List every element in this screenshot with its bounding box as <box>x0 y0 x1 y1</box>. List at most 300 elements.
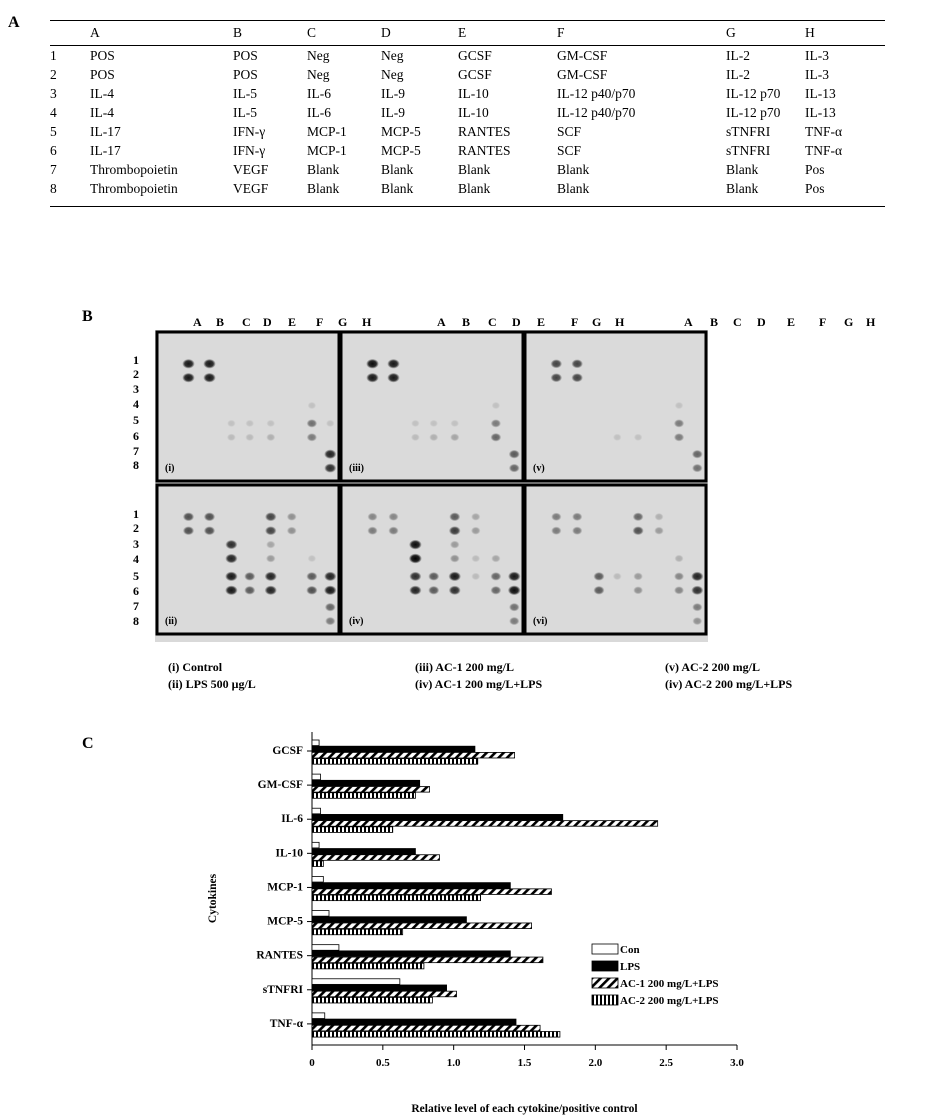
blot-spot <box>182 359 195 369</box>
blot-spot <box>551 513 561 521</box>
blot-column-label: G <box>844 315 854 329</box>
row-number-cell: 6 <box>50 142 57 158</box>
bar <box>312 774 321 780</box>
table-cell: IL-5 <box>233 85 257 101</box>
category-label: GCSF <box>272 745 303 757</box>
bar <box>312 1025 540 1031</box>
blot-spot <box>471 513 480 521</box>
table-cell: GCSF <box>458 66 492 82</box>
blot-column-label: C <box>733 315 742 329</box>
blot-spot <box>306 586 317 595</box>
bar <box>312 787 430 793</box>
blot-row-label: 1 <box>133 353 139 367</box>
bar <box>312 991 457 997</box>
blot-legend-item: (i) Control <box>168 660 223 674</box>
blot-spot <box>691 586 703 595</box>
category-label: sTNFRI <box>262 983 303 996</box>
column-header: H <box>805 25 815 40</box>
table-cell: TNF-α <box>805 142 843 158</box>
bar <box>312 849 415 855</box>
table-cell: Thrombopoietin <box>90 161 178 177</box>
bar <box>312 780 420 786</box>
blot-column-label: E <box>288 315 297 329</box>
table-cell: RANTES <box>458 142 511 158</box>
table-cell: IL-2 <box>726 66 750 82</box>
table-cell: Pos <box>805 161 825 177</box>
blot-row-label: 8 <box>133 458 139 472</box>
x-tick-label: 2.0 <box>588 1057 603 1069</box>
blot-spot <box>634 434 643 441</box>
table-cell: Neg <box>381 66 404 82</box>
blot-spot <box>387 359 400 369</box>
blot-spot <box>244 586 255 595</box>
bar <box>312 1013 325 1019</box>
table-cell: sTNFRI <box>726 142 771 158</box>
blot-panel-label: (i) <box>165 463 175 474</box>
bar <box>312 911 329 917</box>
bar <box>312 889 551 895</box>
blot-spot <box>324 585 337 595</box>
table-cell: Blank <box>726 161 759 177</box>
bar <box>312 814 563 820</box>
table-cell: IL-12 p70 <box>726 85 781 101</box>
table-cell: Neg <box>307 66 330 82</box>
blot-spot <box>571 373 583 382</box>
legend-label: LPS <box>620 961 641 973</box>
bar <box>312 963 424 969</box>
table-cell: IFN-γ <box>233 142 266 158</box>
table-row <box>50 179 885 204</box>
blot-column-label: B <box>710 315 719 329</box>
row-number-cell: 4 <box>50 104 57 120</box>
blot-spot <box>450 433 459 441</box>
blot-spot <box>227 420 236 427</box>
blot-column-label: A <box>437 315 446 329</box>
table-cell: Blank <box>458 180 491 196</box>
category-label: IL-6 <box>281 813 303 826</box>
table-cell: Neg <box>307 47 330 63</box>
table-cell: sTNFRI <box>726 123 771 139</box>
table-row <box>50 160 885 179</box>
bar <box>312 957 543 963</box>
bar <box>312 759 478 765</box>
blot-spot <box>325 603 336 612</box>
blot-legend-item: (iv) AC-1 200 mg/L+LPS <box>415 677 543 691</box>
column-header: G <box>726 25 736 40</box>
blot-spot <box>225 554 237 564</box>
blot-spot <box>675 555 684 563</box>
blot-spot <box>429 433 438 441</box>
blot-membrane <box>525 485 706 634</box>
table-row <box>50 103 885 122</box>
blot-spot <box>471 555 480 562</box>
blot-spot <box>633 586 643 594</box>
blot-spot <box>411 434 420 441</box>
blot-membrane <box>341 332 523 481</box>
table-cell: IL-17 <box>90 142 121 158</box>
blot-row-label: 7 <box>133 444 139 458</box>
category-label: RANTES <box>256 949 303 962</box>
blot-spot <box>266 555 276 563</box>
blot-spot <box>674 572 684 580</box>
blot-row-label: 3 <box>133 382 139 396</box>
blot-panel-label: (iv) <box>349 616 364 627</box>
blot-spot <box>388 527 398 535</box>
table-cell: IL-5 <box>233 104 257 120</box>
blot-spot <box>265 572 277 582</box>
blot-spot <box>449 526 461 535</box>
blot-spot <box>471 527 481 535</box>
blot-spot <box>366 373 379 383</box>
table-cell: IL-9 <box>381 85 405 101</box>
category-label: IL-10 <box>275 847 303 860</box>
blot-spot <box>692 617 702 625</box>
blot-spot <box>491 555 500 563</box>
category-label: MCP-5 <box>267 915 303 928</box>
table-header-row <box>50 21 885 46</box>
blot-column-label: H <box>362 315 372 329</box>
bar <box>312 808 321 814</box>
blot-spot <box>674 586 684 594</box>
table-cell: IL-4 <box>90 85 114 101</box>
legend-swatch <box>592 978 618 988</box>
bar <box>312 752 515 758</box>
table-cell: IL-17 <box>90 123 121 139</box>
blot-spot <box>409 540 422 550</box>
blot-spot <box>411 420 419 427</box>
blot-panel-label: (v) <box>533 463 545 474</box>
blot-row-label: 5 <box>133 413 139 427</box>
legend-swatch <box>592 961 618 971</box>
blot-spot <box>183 526 194 535</box>
blot-spot <box>203 359 216 369</box>
table-cell: Neg <box>381 47 404 63</box>
blot-column-label: B <box>216 315 225 329</box>
blot-membrane <box>157 332 339 481</box>
blot-spot <box>551 373 563 382</box>
blot-column-label: D <box>757 315 766 329</box>
table-cell: RANTES <box>458 123 511 139</box>
table-cell: POS <box>233 47 258 63</box>
x-axis-title: Relative level of each cytokine/positive control <box>411 1103 638 1115</box>
blot-spot <box>675 402 684 409</box>
column-header: B <box>233 25 243 40</box>
table-cell: IL-10 <box>458 104 489 120</box>
bar <box>312 945 339 951</box>
bar <box>312 842 319 848</box>
blot-spot <box>324 449 336 459</box>
blot-panel-label: (vi) <box>533 616 548 627</box>
table-cell: GCSF <box>458 47 492 63</box>
x-tick-label: 3.0 <box>730 1057 744 1069</box>
blot-spot <box>183 512 194 521</box>
blot-column-label: F <box>819 315 827 329</box>
blot-spot <box>449 586 461 595</box>
blot-column-label: D <box>512 315 521 329</box>
row-number-cell: 1 <box>50 47 57 63</box>
blot-spot <box>204 526 215 535</box>
table-cell: IL-12 p40/p70 <box>557 104 636 120</box>
category-label: MCP-1 <box>267 881 303 894</box>
x-tick-label: 0.5 <box>375 1057 390 1069</box>
blot-column-label: F <box>316 315 324 329</box>
table-cell: IL-9 <box>381 104 405 120</box>
blot-spot <box>367 527 377 535</box>
blot-spot <box>366 359 379 369</box>
table-cell: POS <box>233 66 258 82</box>
blot-spot <box>654 527 664 535</box>
blot-legend-item: (v) AC-2 200 mg/L <box>665 660 760 674</box>
blot-spot <box>308 402 317 409</box>
blot-spot <box>387 373 400 383</box>
table-cell: IL-2 <box>726 47 750 63</box>
blot-spot <box>326 420 335 427</box>
blot-legend-item: (ii) LPS 500 μg/L <box>168 677 256 691</box>
table-cell: Blank <box>307 161 340 177</box>
table-cell: Pos <box>805 180 825 196</box>
table-cell: Blank <box>557 161 590 177</box>
bar <box>312 895 481 901</box>
x-tick-label: 2.5 <box>659 1057 674 1069</box>
row-number-cell: 5 <box>50 123 57 139</box>
table-cell: IL-6 <box>307 85 331 101</box>
blot-spot <box>409 586 421 596</box>
blot-spot <box>307 419 318 428</box>
blot-spot <box>428 586 439 595</box>
blot-column-label: H <box>866 315 876 329</box>
blot-spot <box>246 420 255 427</box>
blot-spot <box>692 603 702 611</box>
table-cell: IL-13 <box>805 104 836 120</box>
blot-spot <box>325 617 335 625</box>
blot-spot <box>572 513 582 521</box>
table-cell: Blank <box>381 180 414 196</box>
blot-spot <box>389 513 399 521</box>
table-cell: SCF <box>557 142 582 158</box>
blot-spot <box>225 585 238 595</box>
blot-spot <box>509 450 520 459</box>
blot-spot <box>593 586 604 595</box>
bar <box>312 979 400 985</box>
blot-spot <box>428 572 439 581</box>
table-cell: POS <box>90 66 115 82</box>
table-cell: IL-3 <box>805 47 829 63</box>
blot-spot <box>551 527 561 535</box>
blot-row-label: 6 <box>133 584 139 598</box>
bar <box>312 985 447 991</box>
table-cell: Blank <box>307 180 340 196</box>
blot-column-label: H <box>615 315 625 329</box>
row-number-cell: 8 <box>50 180 57 196</box>
blot-spot <box>633 572 643 580</box>
row-number-cell: 3 <box>50 85 57 101</box>
blot-spot <box>508 572 521 582</box>
blot-spot <box>491 586 502 595</box>
blot-row-label: 7 <box>133 599 139 613</box>
table-bottom-rule <box>50 206 885 207</box>
blot-row-label: 1 <box>133 507 139 521</box>
table-row <box>50 46 885 66</box>
blot-membrane <box>525 332 706 481</box>
table-cell: VEGF <box>233 161 269 177</box>
blot-panel-label: (iii) <box>349 463 364 474</box>
table-cell: MCP-5 <box>381 142 421 158</box>
row-number-cell: 2 <box>50 66 57 82</box>
blot-spot <box>287 527 297 535</box>
table-cell: Blank <box>381 161 414 177</box>
blot-column-label: G <box>592 315 602 329</box>
blot-spot <box>225 572 238 582</box>
bar <box>312 917 466 923</box>
legend-label: Con <box>620 944 640 956</box>
blot-spot <box>593 572 604 581</box>
blot-spot <box>571 359 583 368</box>
blot-row-label: 2 <box>133 367 139 381</box>
blot-spot <box>692 464 703 473</box>
legend-label: AC-1 200 mg/L+LPS <box>620 978 719 990</box>
blot-spot <box>204 512 215 521</box>
x-tick-label: 1.0 <box>446 1057 461 1069</box>
blot-spot <box>450 554 460 562</box>
blot-membranes <box>155 330 708 642</box>
blot-spot <box>491 433 502 442</box>
x-tick-label: 1.5 <box>517 1057 532 1069</box>
blot-legend-item: (iii) AC-1 200 mg/L <box>415 660 514 674</box>
blot-column-label: A <box>684 315 693 329</box>
blot-column-label: E <box>787 315 796 329</box>
table-cell: POS <box>90 47 115 63</box>
table-cell: MCP-1 <box>307 123 347 139</box>
blot-row-label: 3 <box>133 537 139 551</box>
bar <box>312 951 510 957</box>
blot-spot <box>572 527 582 535</box>
blot-spot <box>509 464 520 473</box>
bar <box>312 793 415 799</box>
blot-row-label: 5 <box>133 569 139 583</box>
table-cell: VEGF <box>233 180 269 196</box>
bar <box>312 1031 560 1037</box>
blot-spot <box>471 573 480 580</box>
row-number-cell: 7 <box>50 161 57 177</box>
table-cell: IL-4 <box>90 104 114 120</box>
blot-spot <box>613 573 622 580</box>
blot-spot <box>450 541 460 549</box>
blot-spot <box>245 434 254 441</box>
blot-spot <box>692 450 703 459</box>
table-row <box>50 65 885 84</box>
bar <box>312 997 432 1003</box>
table-cell: IL-3 <box>805 66 829 82</box>
blot-spot <box>265 586 277 596</box>
table-row <box>50 141 885 160</box>
column-header <box>50 21 90 46</box>
table-row <box>50 84 885 103</box>
blot-spot <box>451 420 460 427</box>
blot-row-label: 2 <box>133 521 139 535</box>
blot-membrane <box>341 485 523 634</box>
cytokine-array-map-table <box>50 20 885 207</box>
column-header: A <box>90 25 100 40</box>
column-header: E <box>458 25 467 40</box>
blot-spot <box>449 512 460 521</box>
cytokine-bar-chart <box>0 720 938 1116</box>
table-cell: Thrombopoietin <box>90 180 178 196</box>
blot-spot <box>509 617 519 625</box>
table-row <box>50 122 885 141</box>
bar <box>312 740 319 746</box>
table-cell: Blank <box>557 180 590 196</box>
blot-row-label: 6 <box>133 429 139 443</box>
blot-spot <box>409 572 421 581</box>
category-label: TNF-α <box>269 1017 303 1030</box>
blot-column-label: B <box>462 315 471 329</box>
table-cell: MCP-1 <box>307 142 347 158</box>
blot-spot <box>324 463 336 472</box>
table-cell: IL-6 <box>307 104 331 120</box>
table-cell: GM-CSF <box>557 47 608 63</box>
table-cell: IL-12 p40/p70 <box>557 85 636 101</box>
blot-spot <box>267 420 276 427</box>
table-cell: IL-12 p70 <box>726 104 781 120</box>
blot-spot <box>307 433 317 441</box>
blot-spot <box>287 513 297 521</box>
blot-spot <box>633 512 644 521</box>
legend-swatch <box>592 995 618 1005</box>
blot-spot <box>308 555 317 562</box>
panel-label-c: C <box>82 735 94 752</box>
blot-spot <box>508 585 521 595</box>
bar <box>312 821 658 827</box>
blot-panel-label: (ii) <box>165 616 178 627</box>
table-cell: Blank <box>458 161 491 177</box>
blot-column-label: E <box>537 315 546 329</box>
blot-row-label: 4 <box>133 397 139 411</box>
table-cell: TNF-α <box>805 123 843 139</box>
blot-spot <box>691 572 703 582</box>
blot-spot <box>368 513 378 521</box>
category-label: GM-CSF <box>257 779 303 792</box>
panel-label-a: A <box>8 14 20 31</box>
blot-spot <box>265 526 277 535</box>
blot-spot <box>324 572 336 582</box>
table-cell: IL-10 <box>458 85 489 101</box>
bar <box>312 855 440 861</box>
blot-column-label: F <box>571 315 579 329</box>
bar <box>312 923 532 929</box>
blot-spot <box>674 433 684 441</box>
blot-spot <box>491 419 501 427</box>
bar <box>312 861 323 867</box>
blot-row-label: 8 <box>133 614 139 628</box>
blot-column-label: A <box>193 315 202 329</box>
bar <box>312 876 323 882</box>
blot-row-label: 4 <box>133 552 139 566</box>
blot-spot <box>655 513 664 521</box>
table-cell: Blank <box>726 180 759 196</box>
blot-spot <box>182 373 195 383</box>
blot-spot <box>266 541 275 549</box>
legend-label: AC-2 200 mg/L+LPS <box>620 995 719 1007</box>
table-cell: IFN-γ <box>233 123 266 139</box>
column-header: F <box>557 25 565 40</box>
blot-membrane <box>157 485 339 634</box>
legend-swatch <box>592 944 618 954</box>
blot-spot <box>449 572 462 582</box>
blot-spot <box>492 402 501 409</box>
bar <box>312 883 510 889</box>
panel-label-b: B <box>82 308 93 325</box>
blot-spot <box>244 572 255 581</box>
